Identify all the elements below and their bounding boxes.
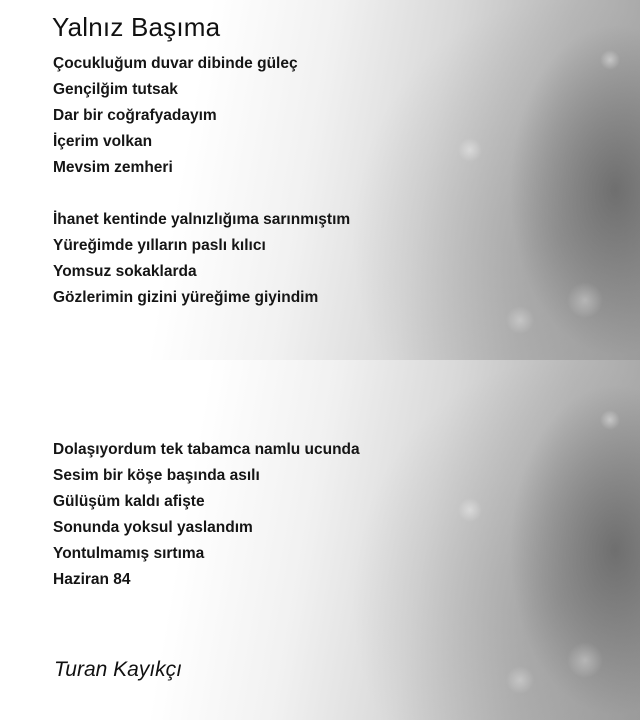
poem-line: Sesim bir köşe başında asılı [53,467,260,484]
poem-line: Yüreğimde yılların paslı kılıcı [53,237,266,254]
poem-line: Mevsim zemheri [53,159,173,176]
poem-author: Turan Kayıkçı [54,658,182,681]
poem-panel-bottom [0,360,640,720]
poem-line: Sonunda yoksul yaslandım [53,519,253,536]
stanza-3 [53,437,360,593]
poem-line: Yomsuz sokaklarda [53,263,197,280]
poem-line: Çocukluğum duvar dibinde güleç [53,55,298,72]
poem-line: Yontulmamış sırtıma [53,545,205,562]
poem-line: İhanet kentinde yalnızlığıma sarınmıştım [53,211,351,228]
poem-line: Haziran 84 [53,571,131,588]
poem-line: Gözlerimin gizini yüreğime giyindim [53,289,319,306]
poem-line: Dar bir coğrafyadayım [53,107,217,124]
poem-line: Gençilğim tutsak [53,81,178,98]
poem-title: Yalnız Başıma [52,12,221,42]
stanza-2 [53,207,350,311]
poem-line: Gülüşüm kaldı afişte [53,493,205,510]
stanza-1 [53,51,298,181]
poem-line: Dolaşıyordum tek tabamca namlu ucunda [53,441,360,458]
poem-line: İçerim volkan [53,133,153,150]
